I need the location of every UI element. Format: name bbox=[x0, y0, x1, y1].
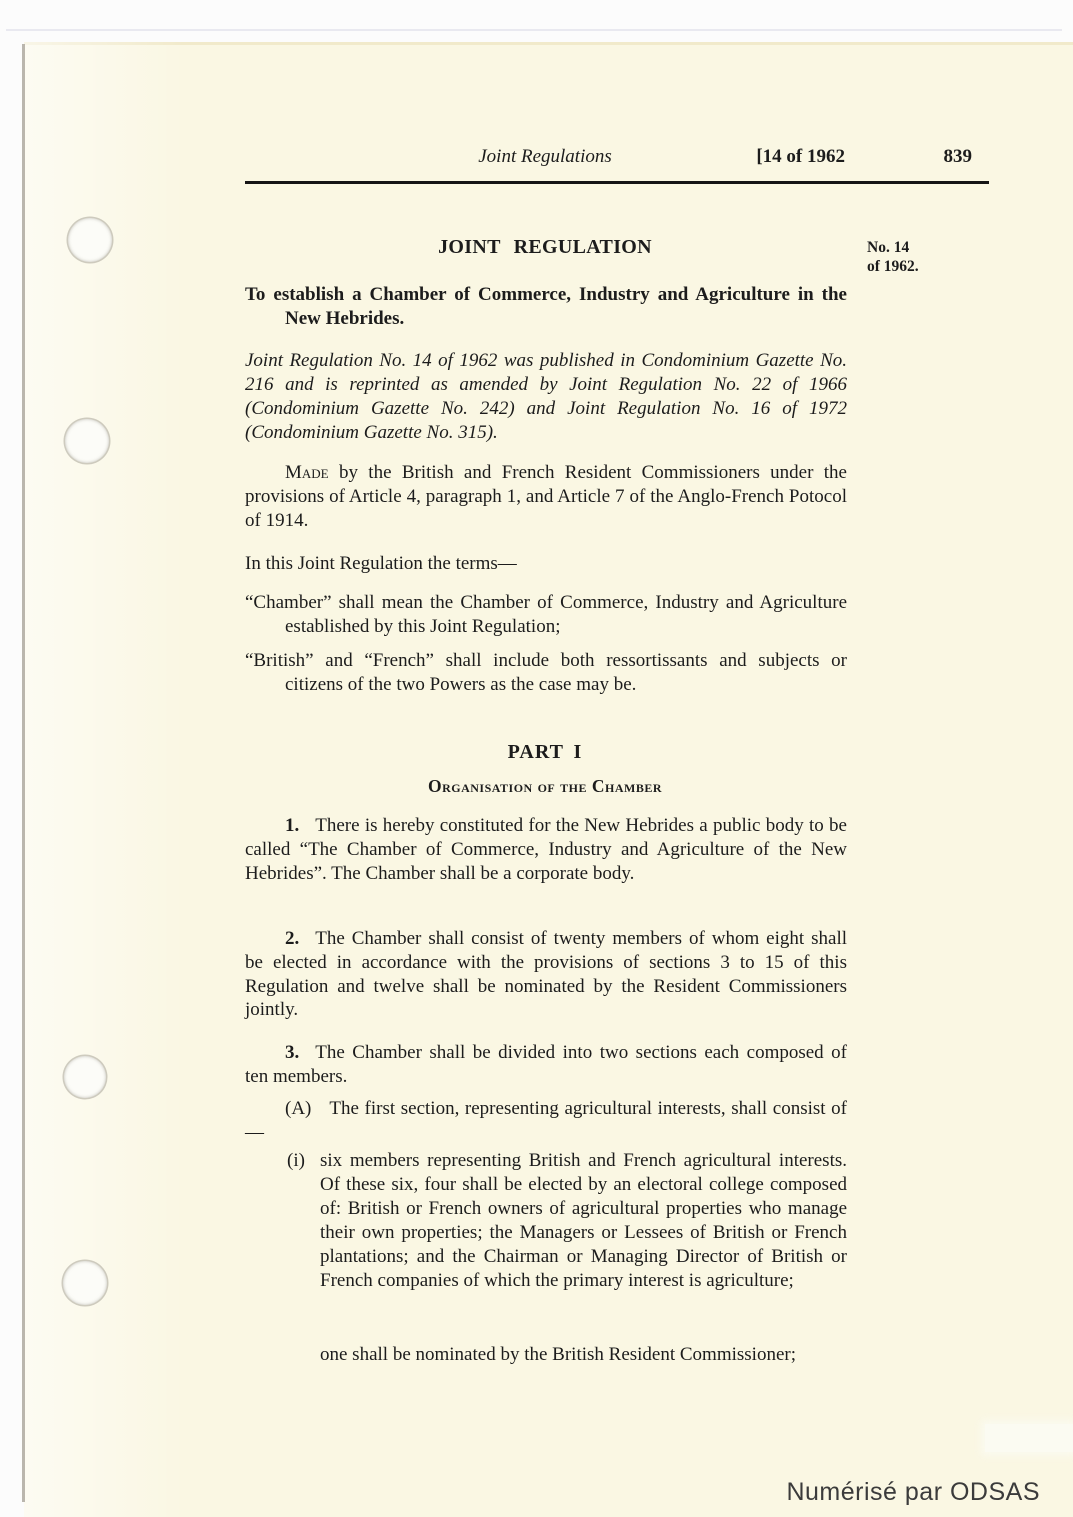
section-2 bbox=[245, 927, 847, 1022]
scan-light-margin bbox=[24, 42, 184, 1517]
item-marker: (i) bbox=[287, 1150, 305, 1171]
punch-hole bbox=[63, 1261, 107, 1305]
definition-british-french: “British” and “French” shall include both ressortissants and subjects or citizens of the two Powers as the case may be. bbox=[245, 650, 847, 695]
margin-note-line: of 1962. bbox=[867, 258, 919, 275]
header-divider bbox=[245, 181, 989, 184]
clause-a bbox=[245, 1097, 847, 1145]
made-word: Made bbox=[285, 462, 329, 483]
made-rest: by the British and French Resident Commissioners under the provisions of Article 4, paragraph 1, and Article 7 of the Anglo-French Potocol of 1914. bbox=[245, 462, 847, 531]
digitization-watermark: Numérisé par ODSAS bbox=[786, 1478, 1040, 1506]
item-i bbox=[245, 1149, 847, 1293]
margin-note bbox=[867, 238, 965, 276]
paper-left-edge-shadow bbox=[22, 44, 25, 1502]
punch-hole bbox=[65, 419, 109, 463]
item-i-continuation: one shall be nominated by the British Resident Commissioner; bbox=[320, 1344, 797, 1365]
made-clause bbox=[245, 461, 847, 533]
clause-marker: (A) bbox=[285, 1098, 312, 1119]
scanner-edge-artifact bbox=[6, 29, 1062, 31]
part-subheading: Organisation of the Chamber bbox=[427, 776, 662, 796]
provenance-note: Joint Regulation No. 14 of 1962 was published in Condominium Gazette No. 216 and is reprinted as amended by Joint Regulation No. 22 of 1966 (Condominium Gazette No. 242) and Joint Regulation No. 16 of 1972 (Condominium Gazette No. 315). bbox=[245, 350, 847, 443]
running-header-title: Joint Regulations bbox=[478, 146, 612, 167]
section-text: There is hereby constituted for the New Hebrides a public body to be called “The Chamber of Commerce, Industry and Agriculture of the New Hebrides”. The Chamber shall be a corporate body. bbox=[245, 815, 847, 884]
margin-note-line: No. 14 bbox=[867, 239, 910, 256]
terms-intro: In this Joint Regulation the terms— bbox=[245, 553, 517, 574]
definition-chamber: “Chamber” shall mean the Chamber of Commerce, Industry and Agriculture established by this Joint Regulation; bbox=[245, 592, 847, 637]
subject-heading: To establish a Chamber of Commerce, Industry and Agriculture in the New Hebrides. bbox=[245, 284, 847, 329]
part-heading: PART I bbox=[507, 741, 583, 763]
clause-text: The first section, representing agricultural interests, shall consist of— bbox=[245, 1098, 847, 1143]
item-text: six members representing British and French agricultural interests. Of these six, four shall be elected by an electoral college composed of: British or French owners of agricultural properties who manage their own properties; the Managers or Lessees of British or French plantations; and the Chairman or Managing Director of British or French companies of which the primary interest is agriculture; bbox=[320, 1150, 847, 1291]
punch-hole bbox=[68, 218, 112, 262]
section-number: 1. bbox=[285, 815, 300, 836]
page-number: 839 bbox=[943, 146, 972, 167]
section-3 bbox=[245, 1041, 847, 1089]
section-number: 2. bbox=[285, 928, 300, 949]
section-text: The Chamber shall be divided into two sections each composed of ten members. bbox=[245, 1042, 847, 1087]
section-text: The Chamber shall consist of twenty members of whom eight shall be elected in accordance with the provisions of sections 3 to 15 of this Regulation and twelve shall be nominated by the Resident Commissioners jointly. bbox=[245, 928, 847, 1021]
scan-artifact bbox=[985, 1424, 1073, 1452]
running-header-issue-ref: [14 of 1962 bbox=[756, 146, 845, 167]
section-number: 3. bbox=[285, 1042, 300, 1063]
regulation-title: JOINT REGULATION bbox=[438, 236, 652, 258]
section-1 bbox=[245, 814, 847, 885]
punch-hole bbox=[64, 1056, 106, 1098]
